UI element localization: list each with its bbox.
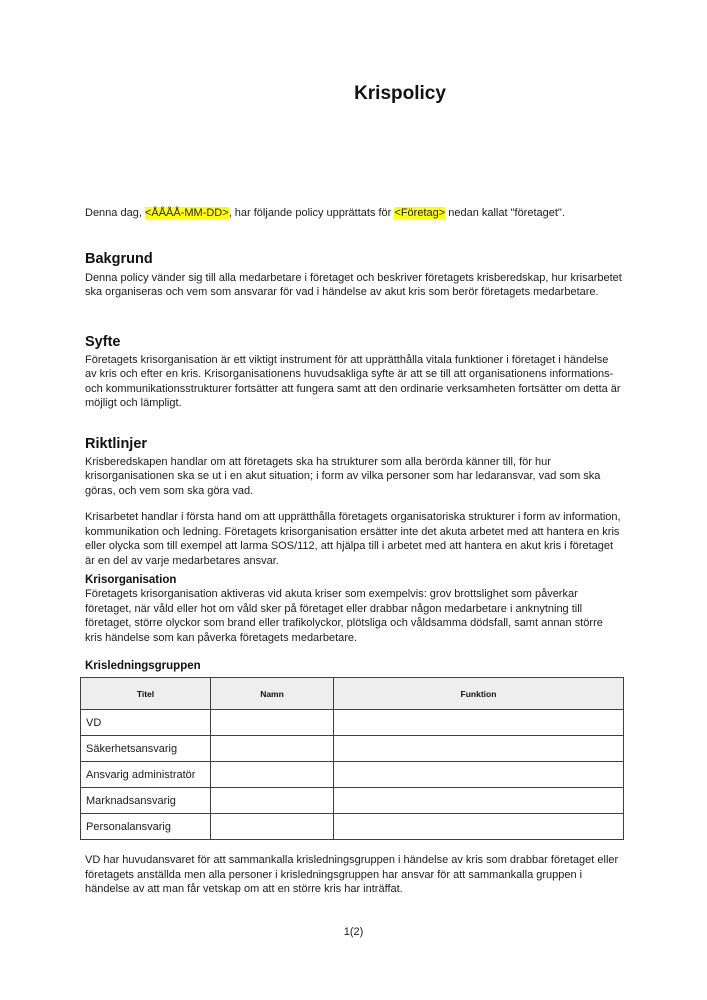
table-cell-namn xyxy=(211,788,334,814)
table-cell-funktion xyxy=(334,736,624,762)
table-row xyxy=(81,736,624,762)
section-heading-riktlinjer: Riktlinjer xyxy=(85,435,148,452)
document-body xyxy=(85,206,622,939)
table-cell-titel: VD xyxy=(81,710,211,736)
section-body-syfte: Företagets krisorganisation är ett viktigt instrument för att upprätthålla vitala funktioner i företaget i händelse av kris och efter en kris. Krisorganisationens huvudsakliga syfte är att se till att organisationens informations- och kommunikationsstrukturer fortsätter att fungera samt att den ordinarie verksamheten fortsätter om detta är möjligt och lämpligt. xyxy=(85,353,621,409)
table-header-titel: Titel xyxy=(81,678,211,710)
intro-text-middle: , har följande policy upprättats för xyxy=(228,207,395,219)
table-cell-namn xyxy=(211,814,334,840)
table-cell-titel: Personalansvarig xyxy=(81,814,211,840)
table-row xyxy=(81,788,624,814)
krisledningsgruppen-table xyxy=(80,677,624,840)
subsection-heading-krisledningsgruppen: Krisledningsgruppen xyxy=(85,660,201,672)
section-body-riktlinjer-1: Krisberedskapen handlar om att företagets ska ha strukturer som alla berörda känner till, för hur krisorganisationen ska se ut i en akut situation; i form av vilka personer som har ledaransvar, vad som ska göras, och vem som ska göra vad. xyxy=(85,455,601,497)
section-heading-syfte: Syfte xyxy=(85,333,121,350)
table-cell-funktion xyxy=(334,762,624,788)
subsection-body-krisorganisation: Företagets krisorganisation aktiveras vid akuta kriser som exempelvis: grov brottslighet som påverkar företaget, när våld eller hot om våld sker på företaget eller drabbar någon medarbetare i anknytning till företaget, större olyckor som brand eller trafikolyckor, plötsliga och våldsamma dödsfall, samt annan större kris händelse som kan påverka företagets medarbetare. xyxy=(85,588,603,644)
table-row xyxy=(81,710,624,736)
intro-text-prefix: Denna dag, xyxy=(85,207,145,219)
company-placeholder-highlight: <Företag> xyxy=(394,207,446,219)
date-placeholder-highlight: <ÅÅÅÅ-MM-DD> xyxy=(144,207,229,219)
closing-paragraph: VD har huvudansvaret för att sammankalla krisledningsgruppen i händelse av kris som drabbar företaget eller företagets anställda men alla personer i krisledningsgruppen har ansvar för att sammankalla gruppen i händelse av att man får vetskap om att en större kris har inträffat. xyxy=(85,854,619,895)
table-cell-namn xyxy=(211,762,334,788)
table-cell-funktion xyxy=(334,710,624,736)
table-header-funktion: Funktion xyxy=(334,678,624,710)
subsection-heading-krisorganisation: Krisorganisation xyxy=(85,574,177,586)
table-cell-namn xyxy=(211,710,334,736)
section-body-riktlinjer-2: Krisarbetet handlar i första hand om att upprätthålla företagets organisatoriska strukturer i form av information, kommunikation och ledning. Företagets krisorganisation ersätter inte det akuta arbetet med att hantera en kris eller olycka som till exempel att larma SOS/112, att hjälpa till i arbetet med att hantera en akut kris i företaget är en del av varje medarbetares ansvar. xyxy=(85,511,621,567)
page-title: Krispolicy xyxy=(354,83,446,104)
intro-paragraph xyxy=(85,206,622,221)
table-cell-funktion xyxy=(334,814,624,840)
section-body-bakgrund: Denna policy vänder sig till alla medarbetare i företaget och beskriver företagets krisberedskap, hur krisarbetet ska organiseras och vem som ansvarar för vad i händelse av akut kris som berör företagets medarbetare. xyxy=(85,271,622,298)
table-row xyxy=(81,762,624,788)
intro-text-suffix: nedan kallat "företaget". xyxy=(445,207,565,219)
table-header-row xyxy=(81,678,624,710)
page-number: 1(2) xyxy=(343,925,364,938)
table-cell-namn xyxy=(211,736,334,762)
section-heading-bakgrund: Bakgrund xyxy=(85,250,153,267)
table-header-namn: Namn xyxy=(211,678,334,710)
table-cell-titel: Ansvarig administratör xyxy=(81,762,211,788)
table-cell-titel: Marknadsansvarig xyxy=(81,788,211,814)
table-row xyxy=(81,814,624,840)
table-cell-funktion xyxy=(334,788,624,814)
table-cell-titel: Säkerhetsansvarig xyxy=(81,736,211,762)
